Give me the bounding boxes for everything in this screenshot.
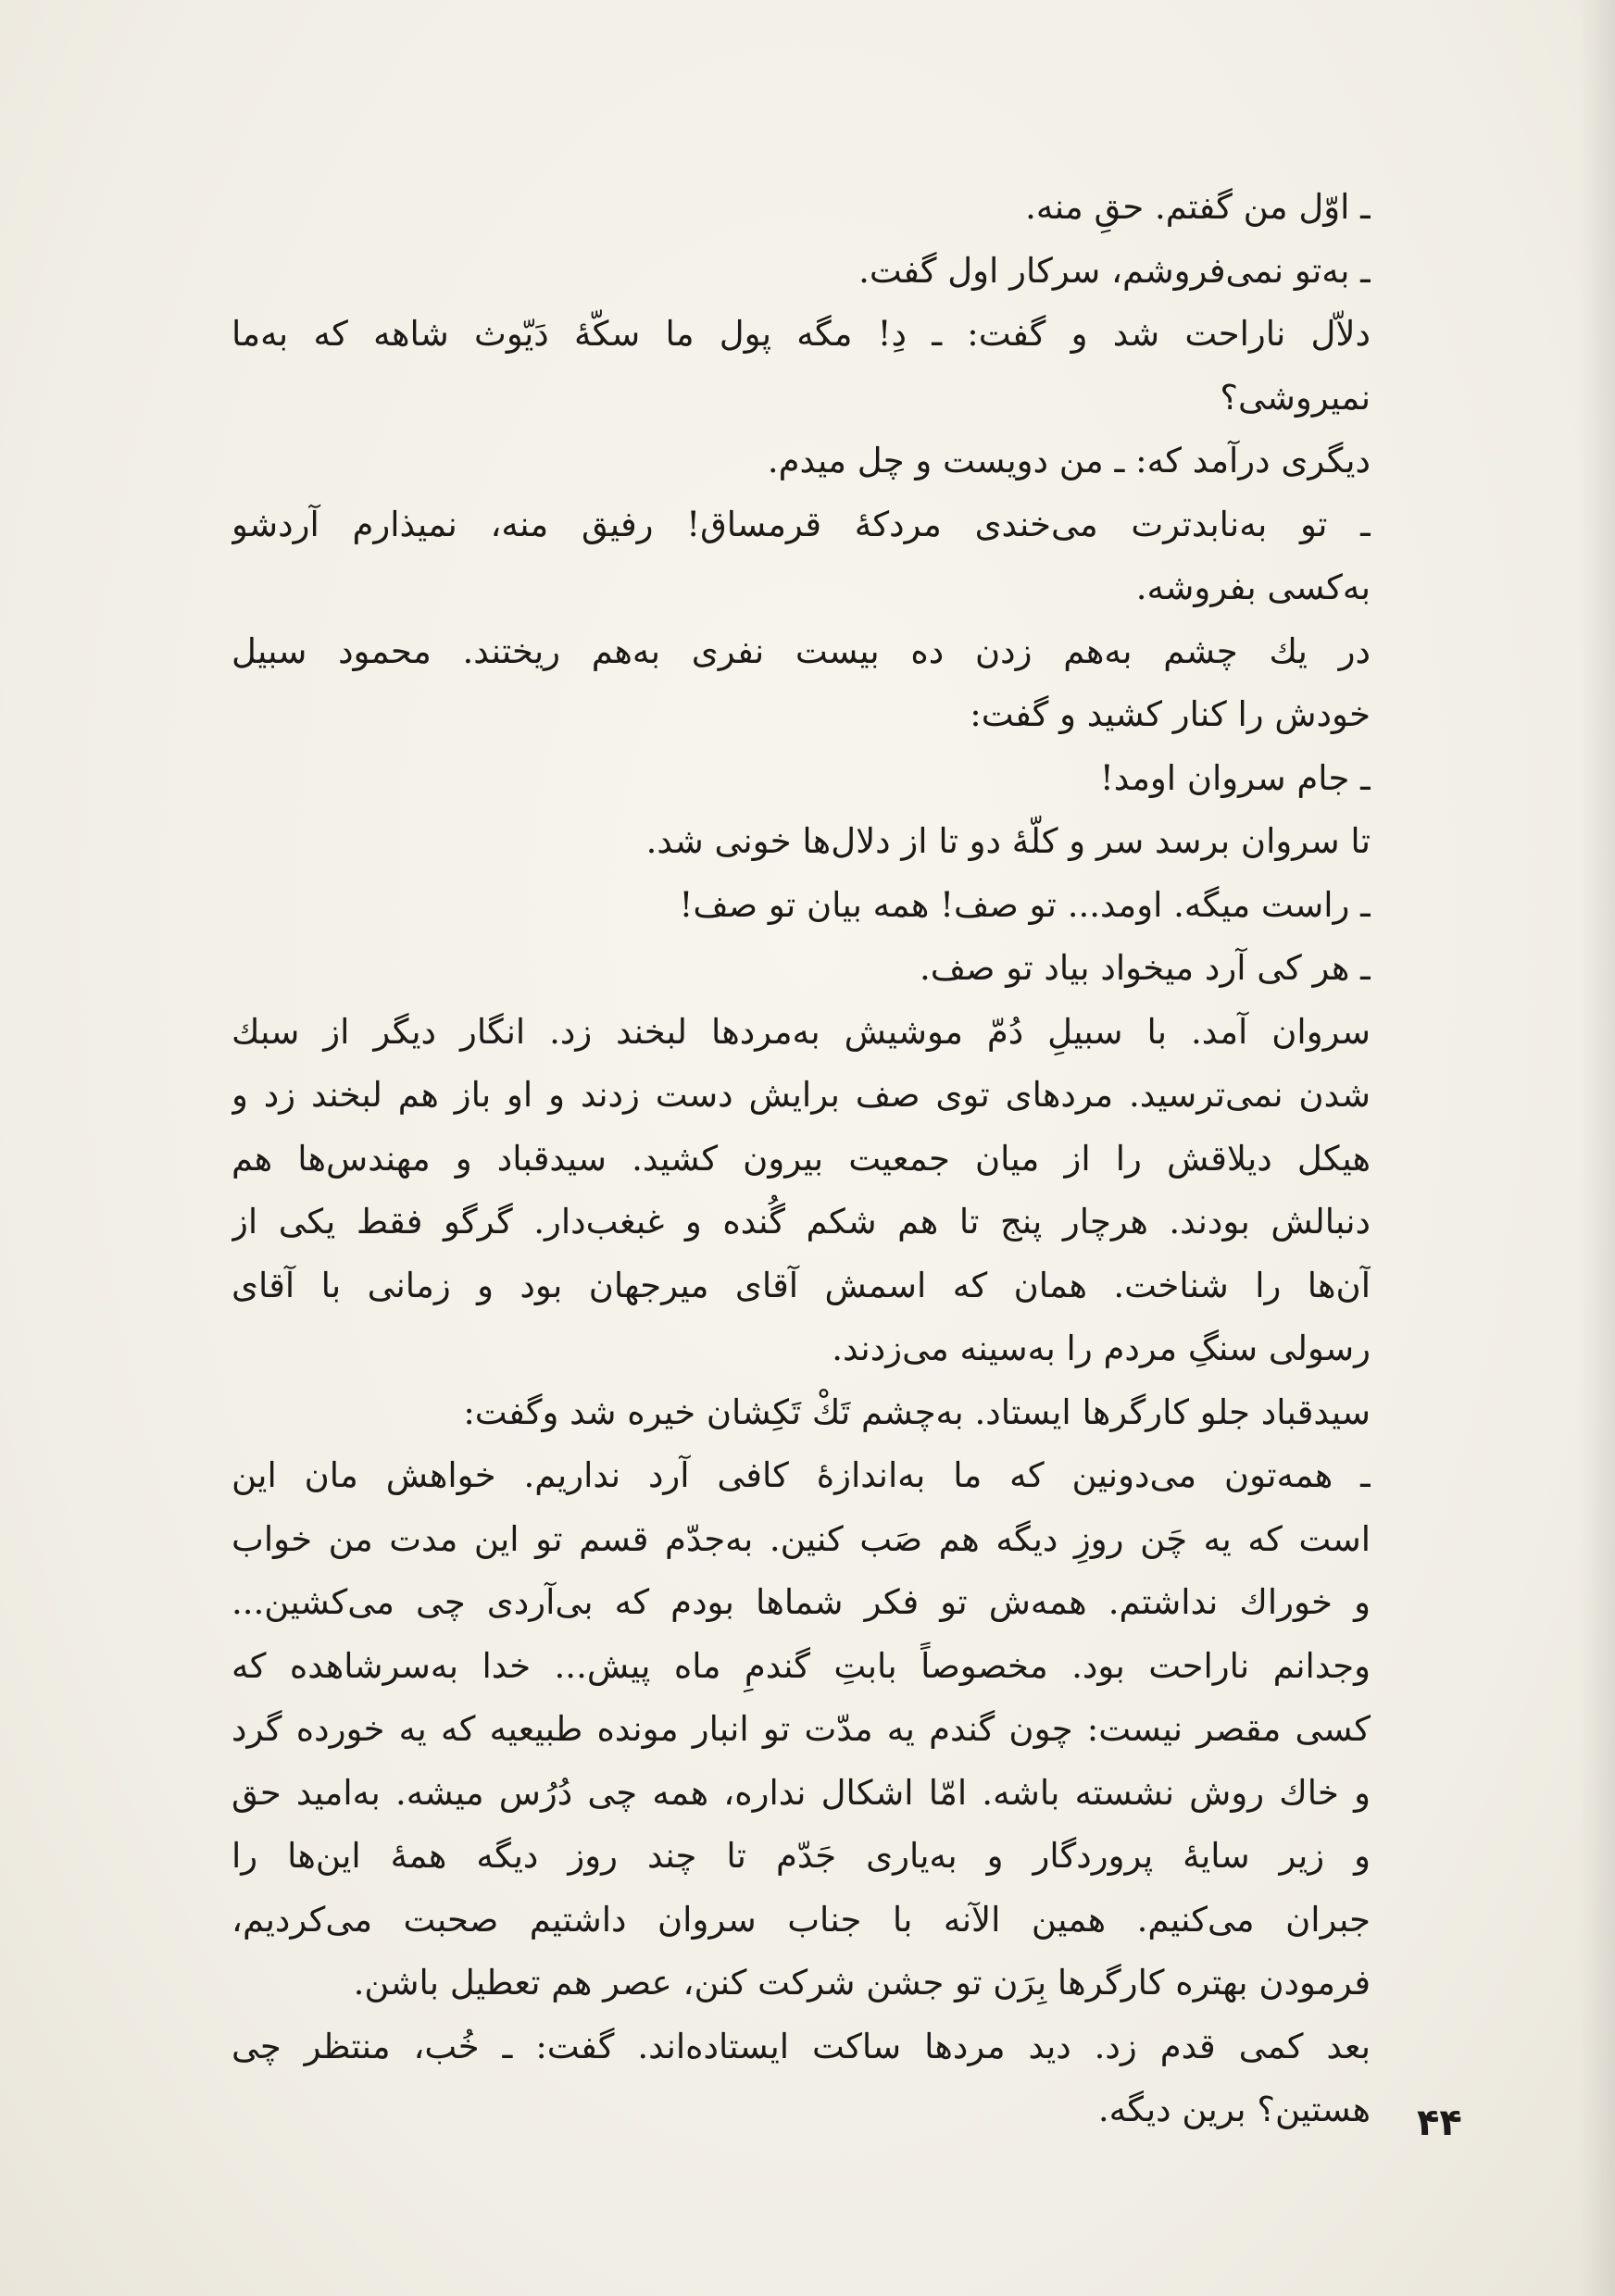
text-line: ـ تو به‌نابدترت می‌خندی مردکهٔ قرمساق! رفیق منه، نمیذارم آردشو <box>232 504 1371 544</box>
text-line: کسی مقصر نیست: چون گندم یه مدّت تو انبار مونده طبیعیه که یه خورده گرد <box>232 1709 1371 1749</box>
text-line: رسولی سنگِ مردم را به‌سینه می‌زدند. <box>832 1329 1371 1368</box>
text-line: شدن نمی‌ترسید. مردهای توی صف برایش دست زدند و او باز هم لبخند زد و <box>232 1075 1371 1115</box>
text-line: فرمودن بهتره کارگرها بِرَن تو جشن شرکت کنن، عصر هم تعطیل باشن. <box>353 1963 1371 2003</box>
text-line: دنبالش بودند. هرچار پنج تا هم شکم گُنده و غبغب‌دار. گرگو فقط یکی از <box>232 1202 1371 1242</box>
text-line: هستین؟ برین دیگه. <box>1097 2090 1371 2129</box>
text-line: دیگری درآمد که: ـ من دویست و چل میدم. <box>767 441 1371 480</box>
text-line: وجدانم ناراحت بود. مخصوصاً بابتِ گندمِ ماه پیش... خدا به‌سرشاهده که <box>232 1645 1371 1686</box>
text-line: ـ همه‌تون می‌دونین که ما به‌اندازهٔ کافی آرد نداریم. خواهش مان این <box>232 1455 1371 1495</box>
text-line: ـ جام سروان اومد! <box>1099 757 1371 798</box>
text-line: ـ به‌تو نمی‌فروشم، سرکار اول گفت. <box>858 250 1371 291</box>
page-number: ۴۴ <box>1417 2102 1462 2144</box>
text-line: به‌کسی بفروشه. <box>1135 568 1371 607</box>
text-line: و خاك روش نشسته باشه. امّا اشکال نداره، همه چی دُرُس میشه. به‌امید حق <box>232 1772 1371 1813</box>
text-line: است که یه چَن روزِ دیگه هم صَب کنین. به‌جدّم قسم تو این مدت من خواب <box>232 1518 1371 1559</box>
text-line: جبران می‌کنیم. همین الآنه با جناب سروان داشتیم صحبت می‌کردیم، <box>232 1899 1371 1940</box>
text-line: بعد کمی قدم زد. دید مردها ساکت ایستاده‌اند. گفت: ـ خُب، منتظر چی <box>232 2026 1371 2066</box>
text-line: تا سروان برسد سر و کلّهٔ دو تا از دلال‌ها خونی شد. <box>645 821 1371 861</box>
text-line: آن‌ها را شناخت. همان که اسمش آقای میرجهان بود و زمانی با آقای <box>232 1265 1371 1305</box>
text-line: سیدقباد جلو کارگرها ایستاد. به‌چشم تَكْ تَكِشان خیره شد وگفت: <box>463 1391 1371 1432</box>
text-line: و زیر سایهٔ پروردگار و به‌یاری جَدّم تا چند روز دیگه همهٔ این‌ها را <box>232 1836 1371 1876</box>
text-line: خودش را کنار کشید و گفت: <box>970 694 1371 734</box>
text-line: نمیروشی؟ <box>1220 377 1371 418</box>
text-line: سروان آمد. با سبیلِ دُمّ موشیش به‌مردها لبخند زد. انگار دیگر از سبك <box>232 1011 1371 1052</box>
text-line: و خوراك نداشتم. همه‌ش تو فکر شماها بودم که بی‌آردی چی می‌کشین... <box>232 1582 1371 1622</box>
text-line: ـ اوّل من گفتم. حقِ منه. <box>1025 187 1371 227</box>
text-line: هیکل دیلاقش را از میان جمعیت بیرون کشید. سیدقباد و مهندس‌ها هم <box>232 1138 1371 1179</box>
page-edge-shadow <box>1578 0 1615 2296</box>
text-line: دلاّل ناراحت شد و گفت: ـ دِ! مگه پول ما سکّهٔ دَیّوث شاهه که به‌ما <box>232 314 1371 354</box>
text-line: ـ هر کی آرد میخواد بیاد تو صف. <box>919 948 1371 988</box>
body-text <box>232 176 1371 2142</box>
text-line: ـ راست میگه. اومد... تو صف! همه بیان تو صف! <box>679 884 1371 925</box>
text-line: در یك چشم به‌هم زدن ده بیست نفری به‌هم ریختند. محمود سبیل <box>232 630 1371 671</box>
